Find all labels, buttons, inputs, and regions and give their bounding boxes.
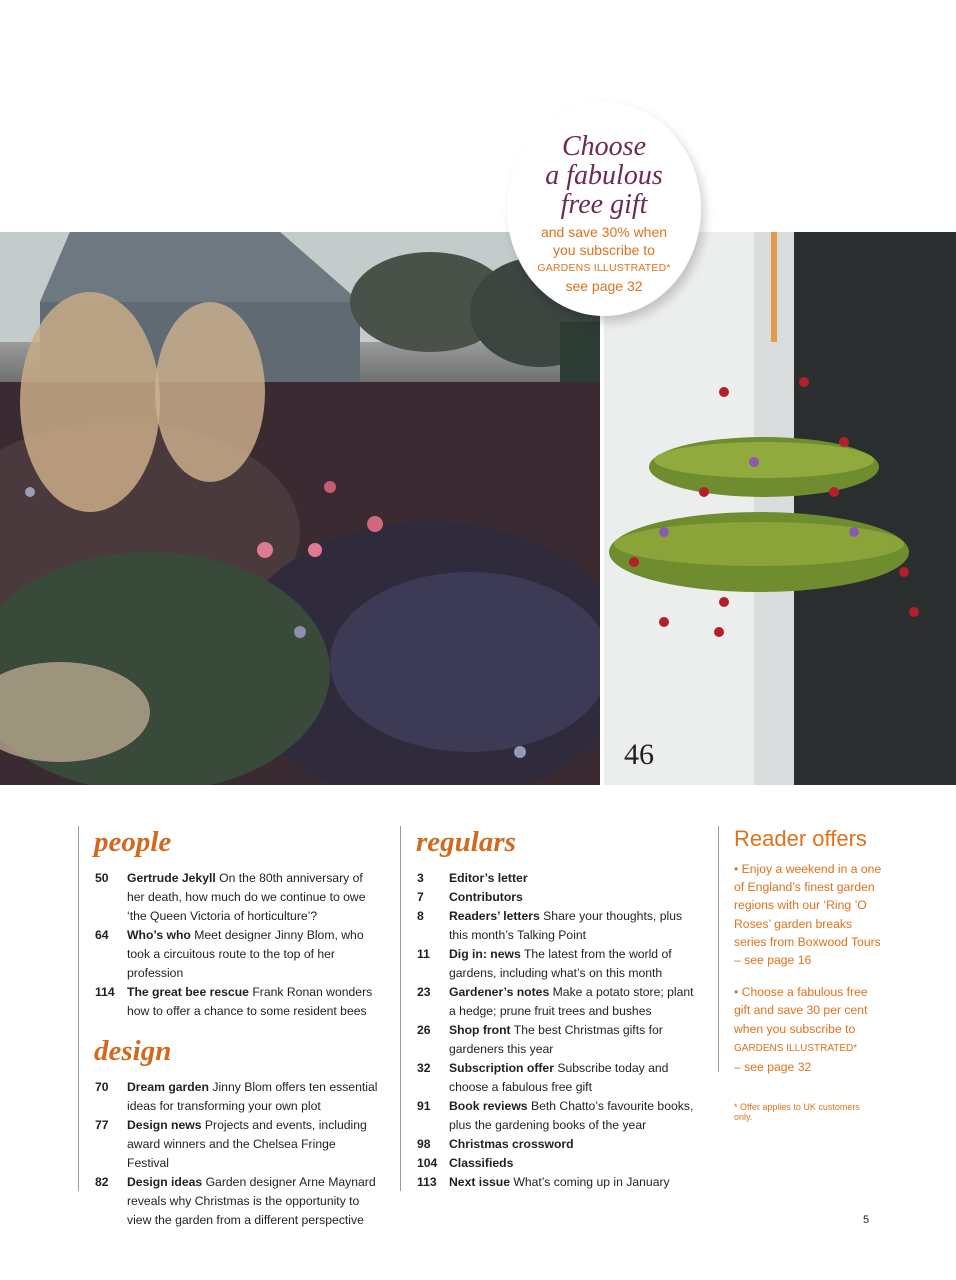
contents-entry[interactable]: 7 Contributors (417, 890, 523, 904)
contents-entry[interactable]: 91 Book reviews Beth Chatto’s favourite books, plus the gardening books of the year (417, 1099, 694, 1132)
offer-boxwood-tours[interactable]: • Enjoy a weekend in a one of England’s finest garden regions with our ‘Ring ’O Roses’ garden breaks series from Boxwood Tours – see page 16 (734, 862, 882, 968)
people-list (79, 869, 379, 1021)
gift-heading: Choose a fabulous free gift (545, 131, 663, 220)
offer-subscription[interactable]: • Choose a fabulous free gift and save 30 per cent when you subscribe to GARDENS ILLUSTRATED* – see page 32 (734, 985, 868, 1075)
regulars-heading: regulars (416, 826, 516, 858)
contents-entry[interactable]: 82 Design ideas Garden designer Arne Maynard reveals why Christmas is the opportunity to view the garden from a different perspective (95, 1175, 376, 1227)
contents-entry[interactable]: 114 The great bee rescue Frank Ronan wonders how to offer a chance to some resident bees (95, 985, 373, 1018)
contents-entry[interactable]: 98 Christmas crossword (417, 1137, 574, 1151)
contents-entry[interactable]: 3 Editor’s letter (417, 871, 528, 885)
design-list (79, 1078, 379, 1230)
contents-entry[interactable]: 77 Design news Projects and events, including award winners and the Chelsea Fringe Festival (95, 1118, 367, 1170)
contents-entry[interactable]: 104 Classifieds (417, 1156, 514, 1170)
contents-entry[interactable]: 8 Readers’ letters Share your thoughts, plus this month’s Talking Point (417, 909, 683, 942)
free-gift-bubble[interactable] (507, 102, 701, 316)
contents-entry[interactable]: 26 Shop front The best Christmas gifts for gardeners this year (417, 1023, 663, 1056)
people-heading: people (94, 826, 172, 858)
regulars-list (401, 869, 701, 1192)
reader-offers-column (718, 826, 889, 1123)
contents-entry[interactable]: 64 Who’s who Meet designer Jinny Blom, who took a circuitous route to the top of her profession (95, 928, 364, 980)
contents-entry[interactable]: 50 Gertrude Jekyll On the 80th anniversary of her death, how much do we continue to owe ‘the Queen Victoria of horticulture’? (95, 871, 366, 923)
christmas-chandelier-photo (604, 232, 956, 785)
offer-footnote: * Offer applies to UK customers only. (734, 1102, 860, 1123)
contents-entry[interactable]: 11 Dig in: news The latest from the world of gardens, including what’s on this month (417, 947, 672, 980)
contents-entry[interactable]: 23 Gardener’s notes Make a potato store; plant a hedge; prune fruit trees and bushes (417, 985, 694, 1018)
photo-page-number: 46 (624, 738, 654, 771)
regulars-column (400, 826, 701, 1191)
contents-entry[interactable]: 32 Subscription offer Subscribe today and choose a fabulous free gift (417, 1061, 669, 1094)
page-number: 5 (863, 1214, 870, 1226)
reader-offers-heading: Reader offers (734, 826, 867, 851)
gift-subtext: and save 30% when you subscribe to GARDENS ILLUSTRATED* see page 32 (537, 224, 671, 294)
contents-entry[interactable]: 70 Dream garden Jinny Blom offers ten essential ideas for transforming your own plot (95, 1080, 378, 1113)
contents-entry[interactable]: 113 Next issue What’s coming up in January (417, 1175, 670, 1189)
winter-garden-photo (0, 232, 600, 785)
design-heading: design (94, 1035, 172, 1067)
people-design-column (78, 826, 379, 1227)
